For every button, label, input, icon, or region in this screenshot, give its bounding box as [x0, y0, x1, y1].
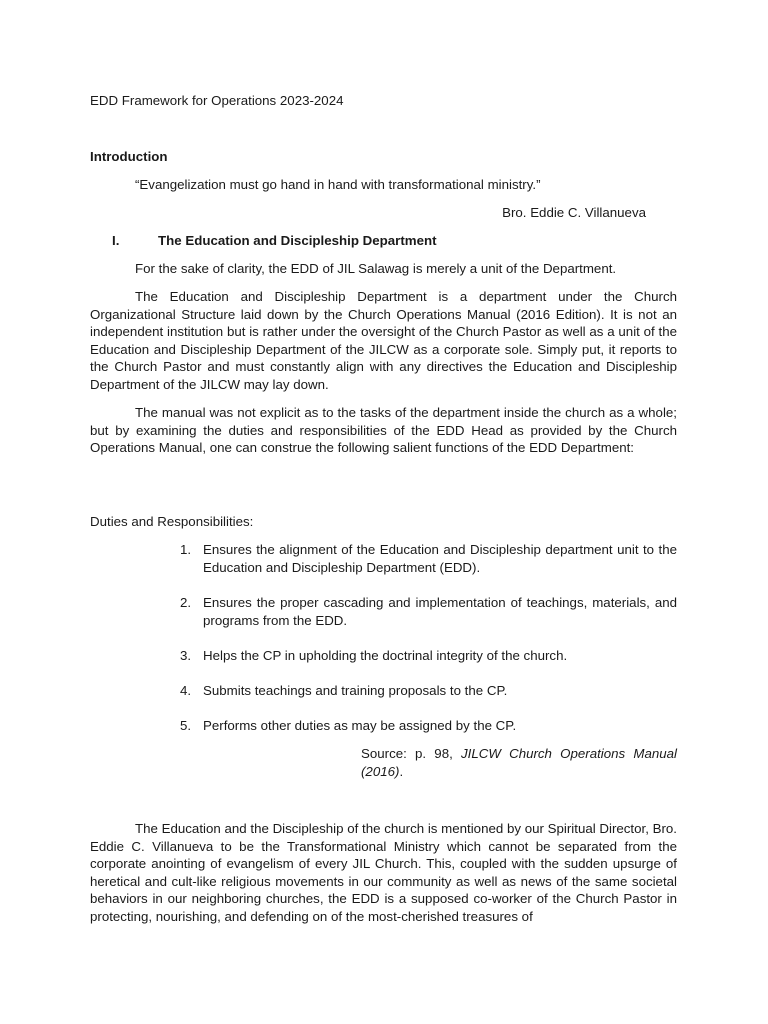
section-paragraph-3: The manual was not explicit as to the tasks of the department inside the church as a whole; but by examining the duties and responsibilities of the EDD Head as provided by the Church Operations Manual, one can construe the following salient functions of the EDD Department: [90, 405, 677, 455]
section-heading [112, 232, 437, 250]
section-number: I. [112, 233, 120, 248]
list-item-text: Submits teachings and training proposals to the CP. [203, 683, 508, 698]
duties-heading: Duties and Responsibilities: [90, 514, 254, 529]
list-item-text: Ensures the alignment of the Education and Discipleship department unit to the Education and Discipleship Department (EDD). [203, 542, 677, 575]
introduction-heading: Introduction [90, 149, 168, 164]
source-citation [361, 745, 677, 780]
list-item-text: Performs other duties as may be assigned by the CP. [203, 718, 517, 733]
list-item [180, 594, 677, 629]
section-paragraph-1: For the sake of clarity, the EDD of JIL Salawag is merely a unit of the Department. [135, 261, 617, 276]
list-item-number: 1. [180, 542, 192, 557]
source-suffix: . [399, 763, 404, 779]
document-title: EDD Framework for Operations 2023-2024 [90, 93, 344, 108]
list-item-text: Helps the CP in upholding the doctrinal integrity of the church. [203, 648, 568, 663]
list-item-number: 2. [180, 595, 192, 610]
document-page [90, 0, 677, 1024]
closing-paragraph: The Education and the Discipleship of the church is mentioned by our Spiritual Director, Bro. Eddie C. Villanueva to be the Transformational Ministry which cannot be separated from the corporate anointing of evangelism of every JIL Church. This, coupled with the sudden upsurge of heretical and cult-like religious movements in our community as well as news of the same societal behaviors in our neighboring churches, the EDD is a supposed co-worker of the Church Pastor in protecting, nourishing, and defending on of the most-cherished treasures of [90, 821, 677, 924]
source-title: JILCW Church Operations Manual (2016) [361, 746, 677, 779]
list-item-number: 5. [180, 718, 192, 733]
source-prefix: Source: p. 98, [361, 746, 461, 761]
section-title: The Education and Discipleship Department [158, 233, 437, 248]
introduction-quote: “Evangelization must go hand in hand with transformational ministry.” [135, 177, 541, 192]
list-item [180, 717, 677, 735]
section-paragraph-2: The Education and Discipleship Department is a department under the Church Organizational Structure laid down by the Church Operations Manual (2016 Edition). It is not an independent institution but is rather under the oversight of the Church Pastor as well as a unit of the Education and Discipleship Department of the JILCW as a corporate sole. Simply put, it reports to the Church Pastor and must constantly align with any directives the Education and Discipleship Department of the JILCW may lay down. [90, 289, 677, 392]
list-item-number: 3. [180, 648, 192, 663]
list-item-number: 4. [180, 683, 192, 698]
list-item [180, 541, 677, 576]
quote-attribution: Bro. Eddie C. Villanueva [502, 205, 646, 220]
list-item-text: Ensures the proper cascading and implementation of teachings, materials, and programs from the EDD. [203, 595, 677, 628]
list-item [180, 647, 677, 665]
list-item [180, 682, 677, 700]
